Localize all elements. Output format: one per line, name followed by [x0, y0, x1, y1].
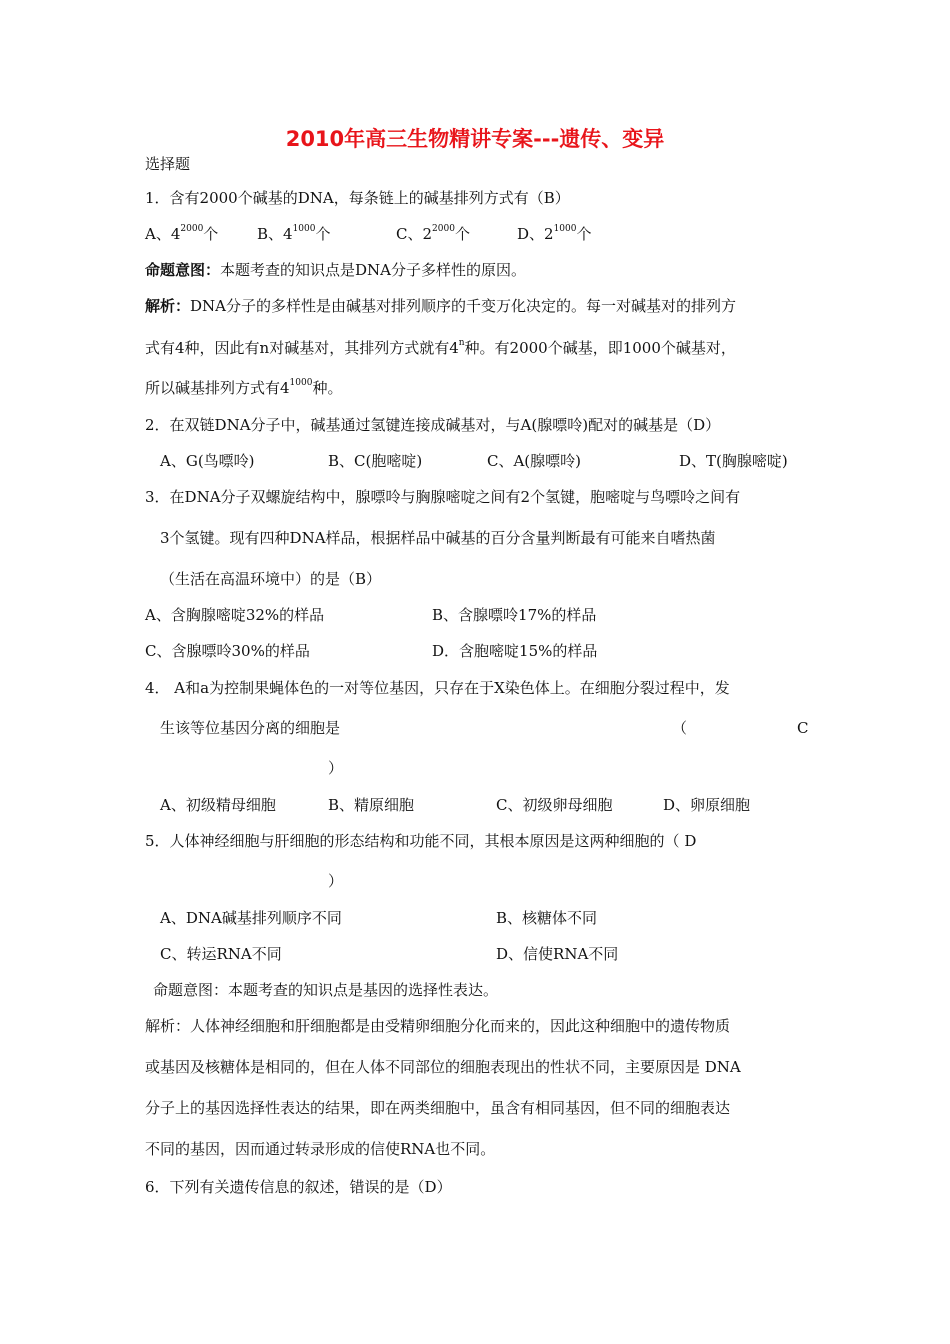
q4-option-a: A、初级精母细胞: [160, 796, 276, 814]
q1-option-b: B、$4^{1000}$个: [257, 224, 331, 243]
q1-option-a: A、$4^{2000}$个: [145, 224, 219, 243]
q5-option-b: B、核糖体不同: [496, 909, 598, 927]
q4-stem-line-1: 4． A和a为控制果蝇体色的一对等位基因，只存在于X染色体上。在细胞分裂过程中，发: [145, 679, 730, 697]
q4-answer: C: [797, 719, 809, 737]
q1-analysis-line-3: 所以碱基排列方式有$4^{1000}$种。: [145, 378, 343, 397]
q1-intent: 命题意图：本题考查的知识点是DNA分子多样性的原因。: [145, 261, 527, 279]
q5-stem-line-1: 5．人体神经细胞与肝细胞的形态结构和功能不同，其根本原因是这两种细胞的（ D: [145, 832, 697, 850]
q5-intent: 命题意图：本题考查的知识点是基因的选择性表达。: [153, 981, 499, 999]
q1-stem: 1．含有2000个碱基的DNA，每条链上的碱基排列方式有（B）: [145, 189, 570, 207]
q2-option-a: A、G(鸟嘌呤): [160, 452, 255, 470]
q2-option-c: C、A(腺嘌呤): [487, 452, 582, 470]
q4-paren-open: （: [672, 719, 688, 737]
q1-analysis-line-2: 式有4种，因此有n对碱基对，其排列方式就有4$^n$种。有2000个碱基，即1000个碱基对，: [145, 338, 736, 357]
q3-stem-line-1: 3．在DNA分子双螺旋结构中，腺嘌呤与胸腺嘧啶之间有2个氢键，胞嘧啶与鸟嘌呤之间有: [145, 488, 741, 506]
q5-analysis-line-1: 解析：人体神经细胞和肝细胞都是由受精卵细胞分化而来的，因此这种细胞中的遗传物质: [145, 1017, 731, 1035]
q5-option-d: D、信使RNA不同: [496, 945, 619, 963]
q3-option-b: B、含腺嘌呤17%的样品: [432, 606, 597, 624]
q2-option-d: D、T(胸腺嘧啶): [679, 452, 788, 470]
q1-intent-label: 命题意图：: [145, 261, 221, 279]
q1-analysis-line-1: 解析：DNA分子的多样性是由碱基对排列顺序的千变万化决定的。每一对碱基对的排列方: [145, 297, 737, 315]
page-title: 2010年高三生物精讲专案---遗传、变异: [285, 127, 665, 151]
q1-option-d: D、$2^{1000}$个: [517, 224, 592, 243]
q1-analysis-label: 解析：: [145, 297, 191, 315]
q1-option-c: C、$2^{2000}$个: [396, 224, 470, 243]
q3-option-c: C、含腺嘌呤30%的样品: [145, 642, 310, 660]
q3-option-a: A、含胸腺嘧啶32%的样品: [145, 606, 325, 624]
q5-stem-line-2: ）: [328, 872, 344, 890]
q2-option-b: B、C(胞嘧啶): [328, 452, 423, 470]
q3-option-d: D．含胞嘧啶15%的样品: [432, 642, 598, 660]
q4-option-d: D、卵原细胞: [663, 796, 751, 814]
q4-stem-line-2: 生该等位基因分离的细胞是: [160, 719, 341, 737]
q3-stem-line-3: （生活在高温环境中）的是（B）: [160, 570, 382, 588]
q5-option-c: C、转运RNA不同: [160, 945, 282, 963]
q5-analysis-line-4: 不同的基因，因而通过转录形成的信使RNA也不同。: [145, 1140, 496, 1158]
q5-analysis-line-2: 或基因及核糖体是相同的，但在人体不同部位的细胞表现出的性状不同，主要原因是 DNA: [145, 1058, 741, 1076]
section-heading: 选择题: [145, 155, 191, 173]
q4-option-c: C、初级卵母细胞: [496, 796, 613, 814]
q4-option-b: B、精原细胞: [328, 796, 415, 814]
q4-paren-close: ）: [328, 759, 344, 777]
q2-stem: 2．在双链DNA分子中，碱基通过氢键连接成碱基对，与A(腺嘌呤)配对的碱基是（D）: [145, 416, 721, 434]
q3-stem-line-2: 3个氢键。现有四种DNA样品，根据样品中碱基的百分含量判断最有可能来自嗜热菌: [160, 529, 716, 547]
q6-stem: 6．下列有关遗传信息的叙述，错误的是（D）: [145, 1178, 452, 1196]
q5-analysis-line-3: 分子上的基因选择性表达的结果，即在两类细胞中，虽含有相同基因，但不同的细胞表达: [145, 1099, 731, 1117]
q5-option-a: A、DNA碱基排列顺序不同: [160, 909, 342, 927]
